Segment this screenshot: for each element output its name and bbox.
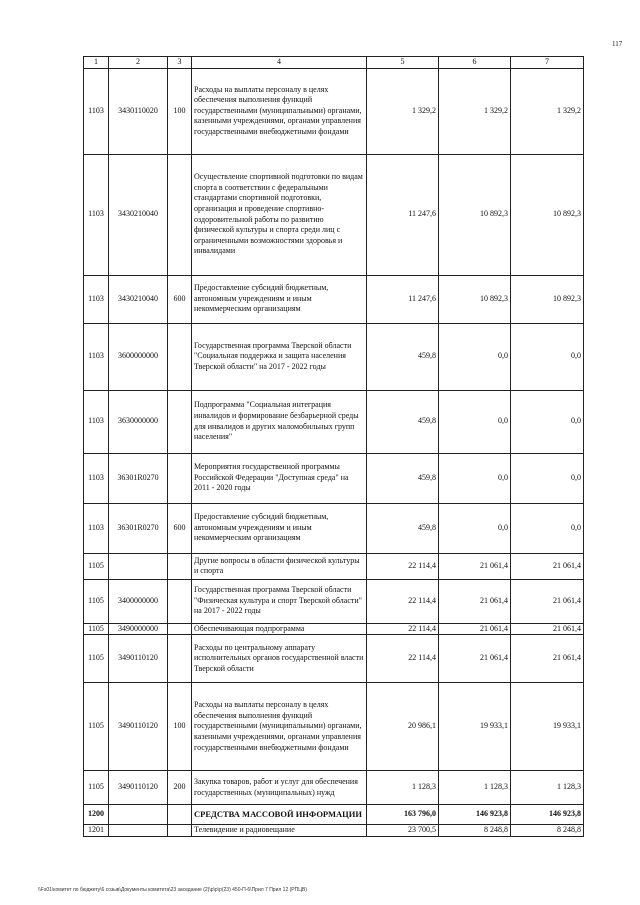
- section-code-cell: 1103: [84, 68, 109, 154]
- amount-col7-cell: 21 061,4: [511, 553, 584, 579]
- target-article-cell: 3400000000: [109, 579, 168, 623]
- expense-type-cell: 200: [168, 771, 192, 805]
- expense-type-cell: 600: [168, 503, 192, 553]
- target-article-cell: 3430210040: [109, 154, 168, 275]
- target-article-cell: 3490110120: [109, 635, 168, 683]
- header-cell: 2: [109, 57, 168, 69]
- amount-col7-cell: 0,0: [511, 503, 584, 553]
- expense-type-cell: [168, 579, 192, 623]
- expense-type-cell: [168, 323, 192, 390]
- budget-table: [83, 56, 584, 837]
- description-cell: Обеспечивающая подпрограмма: [192, 623, 367, 635]
- expense-type-cell: 100: [168, 683, 192, 771]
- section-code-cell: 1103: [84, 275, 109, 323]
- table-row: [84, 635, 584, 683]
- amount-col5-cell: 1 329,2: [367, 68, 439, 154]
- amount-col5-cell: 22 114,4: [367, 635, 439, 683]
- amount-col5-cell: 22 114,4: [367, 553, 439, 579]
- target-article-cell: [109, 825, 168, 837]
- amount-col6-cell: 10 892,3: [439, 275, 511, 323]
- description-cell: Расходы по центральному аппарату исполнительных органов государственной власти Тверской области: [192, 635, 367, 683]
- target-article-cell: 36301R0270: [109, 453, 168, 503]
- expense-type-cell: [168, 635, 192, 683]
- header-cell: 4: [192, 57, 367, 69]
- amount-col6-cell: 1 329,2: [439, 68, 511, 154]
- section-code-cell: 1105: [84, 623, 109, 635]
- description-cell: Расходы на выплаты персоналу в целях обеспечения выполнения функций государственными (муниципальными) органами, казенными учреждениями, органами управления государственными внебюджетными фондами: [192, 683, 367, 771]
- amount-col6-cell: 19 933,1: [439, 683, 511, 771]
- expense-type-cell: [168, 453, 192, 503]
- section-code-cell: 1200: [84, 805, 109, 825]
- table-row: [84, 825, 584, 837]
- table-row: [84, 275, 584, 323]
- target-article-cell: 3490000000: [109, 623, 168, 635]
- amount-col7-cell: 0,0: [511, 390, 584, 453]
- amount-col6-cell: 21 061,4: [439, 553, 511, 579]
- section-code-cell: 1103: [84, 503, 109, 553]
- amount-col5-cell: 22 114,4: [367, 579, 439, 623]
- amount-col6-cell: 1 128,3: [439, 771, 511, 805]
- amount-col5-cell: 11 247,6: [367, 275, 439, 323]
- amount-col7-cell: 10 892,3: [511, 275, 584, 323]
- section-code-cell: 1103: [84, 154, 109, 275]
- expense-type-cell: 600: [168, 275, 192, 323]
- description-cell: Государственная программа Тверской области "Социальная поддержка и защита населения Тверской области" на 2017 - 2022 годы: [192, 323, 367, 390]
- section-code-cell: 1105: [84, 635, 109, 683]
- amount-col5-cell: 459,8: [367, 503, 439, 553]
- amount-col6-cell: 21 061,4: [439, 635, 511, 683]
- section-code-cell: 1103: [84, 323, 109, 390]
- section-code-cell: 1105: [84, 683, 109, 771]
- amount-col5-cell: 459,8: [367, 453, 439, 503]
- amount-col7-cell: 21 061,4: [511, 635, 584, 683]
- table-row: [84, 68, 584, 154]
- amount-col5-cell: 23 700,5: [367, 825, 439, 837]
- header-cell: 5: [367, 57, 439, 69]
- section-code-cell: 1105: [84, 553, 109, 579]
- table-row: [84, 453, 584, 503]
- section-code-cell: 1103: [84, 453, 109, 503]
- amount-col7-cell: 0,0: [511, 323, 584, 390]
- amount-col7-cell: 21 061,4: [511, 579, 584, 623]
- amount-col6-cell: 21 061,4: [439, 579, 511, 623]
- amount-col6-cell: 10 892,3: [439, 154, 511, 275]
- table-row: [84, 503, 584, 553]
- header-cell: 1: [84, 57, 109, 69]
- description-cell: Подпрограмма "Социальная интеграция инвалидов и формирование безбарьерной среды для инвалидов и других маломобильных групп населения": [192, 390, 367, 453]
- target-article-cell: [109, 553, 168, 579]
- description-cell: Другие вопросы в области физической культуры и спорта: [192, 553, 367, 579]
- amount-col6-cell: 0,0: [439, 323, 511, 390]
- amount-col6-cell: 21 061,4: [439, 623, 511, 635]
- header-cell: 7: [511, 57, 584, 69]
- amount-col5-cell: 22 114,4: [367, 623, 439, 635]
- amount-col5-cell: 459,8: [367, 323, 439, 390]
- page-number: 117: [612, 40, 623, 48]
- expense-type-cell: [168, 553, 192, 579]
- expense-type-cell: [168, 390, 192, 453]
- target-article-cell: 3490110120: [109, 771, 168, 805]
- section-code-cell: 1201: [84, 825, 109, 837]
- file-path-footer: \\Fs01\комитет по бюджету\6 созыв\Документы комитета\23 заседание (2)\р\р\р(23) 450-П-6\Прил 7 Прил 12 (РПЦВ): [38, 887, 307, 893]
- expense-type-cell: 100: [168, 68, 192, 154]
- amount-col6-cell: 0,0: [439, 503, 511, 553]
- expense-type-cell: [168, 825, 192, 837]
- amount-col6-cell: 0,0: [439, 390, 511, 453]
- header-cell: 3: [168, 57, 192, 69]
- amount-col6-cell: 0,0: [439, 453, 511, 503]
- description-cell: СРЕДСТВА МАССОВОЙ ИНФОРМАЦИИ: [192, 805, 367, 825]
- description-cell: Государственная программа Тверской области "Физическая культура и спорт Тверской области" на 2017 - 2022 годы: [192, 579, 367, 623]
- amount-col7-cell: 1 128,3: [511, 771, 584, 805]
- header-cell: 6: [439, 57, 511, 69]
- amount-col7-cell: 10 892,3: [511, 154, 584, 275]
- amount-col7-cell: 1 329,2: [511, 68, 584, 154]
- amount-col6-cell: 146 923,8: [439, 805, 511, 825]
- table-header-row: [84, 57, 584, 69]
- description-cell: Телевидение и радиовещание: [192, 825, 367, 837]
- expense-type-cell: [168, 154, 192, 275]
- amount-col7-cell: 21 061,4: [511, 623, 584, 635]
- target-article-cell: 3430110020: [109, 68, 168, 154]
- table-row: [84, 683, 584, 771]
- section-code-cell: 1105: [84, 771, 109, 805]
- table-row: [84, 771, 584, 805]
- target-article-cell: [109, 805, 168, 825]
- amount-col5-cell: 11 247,6: [367, 154, 439, 275]
- amount-col5-cell: 459,8: [367, 390, 439, 453]
- amount-col7-cell: 19 933,1: [511, 683, 584, 771]
- amount-col7-cell: 8 248,8: [511, 825, 584, 837]
- section-code-cell: 1105: [84, 579, 109, 623]
- description-cell: Осуществление спортивной подготовки по видам спорта в соответствии с федеральными стандартами спортивной подготовки, организация и проведение спортивно-оздоровительной работы по развитию физической культуры и спорта среди лиц с ограниченными возможностями здоровья и инвалидами: [192, 154, 367, 275]
- table-row: [84, 579, 584, 623]
- target-article-cell: 3600000000: [109, 323, 168, 390]
- amount-col5-cell: 1 128,3: [367, 771, 439, 805]
- table-row: [84, 323, 584, 390]
- table-row: [84, 390, 584, 453]
- description-cell: Закупка товаров, работ и услуг для обеспечения государственных (муниципальных) нужд: [192, 771, 367, 805]
- description-cell: Мероприятия государственной программы Российской Федерации "Доступная среда" на 2011 - 2020 годы: [192, 453, 367, 503]
- expense-type-cell: [168, 623, 192, 635]
- description-cell: Предоставление субсидий бюджетным, автономным учреждениям и иным некоммерческим организациям: [192, 275, 367, 323]
- target-article-cell: 3430210040: [109, 275, 168, 323]
- expense-type-cell: [168, 805, 192, 825]
- target-article-cell: 3490110120: [109, 683, 168, 771]
- table-row: [84, 154, 584, 275]
- amount-col7-cell: 146 923,8: [511, 805, 584, 825]
- description-cell: Предоставление субсидий бюджетным, автономным учреждениям и иным некоммерческим организациям: [192, 503, 367, 553]
- table-row: [84, 805, 584, 825]
- table-row: [84, 553, 584, 579]
- amount-col6-cell: 8 248,8: [439, 825, 511, 837]
- amount-col5-cell: 163 796,0: [367, 805, 439, 825]
- target-article-cell: 36301R0270: [109, 503, 168, 553]
- description-cell: Расходы на выплаты персоналу в целях обеспечения выполнения функций государственными (муниципальными) органами, казенными учреждениями, органами управления государственными внебюджетными фондами: [192, 68, 367, 154]
- table-row: [84, 623, 584, 635]
- section-code-cell: 1103: [84, 390, 109, 453]
- amount-col7-cell: 0,0: [511, 453, 584, 503]
- amount-col5-cell: 20 986,1: [367, 683, 439, 771]
- target-article-cell: 3630000000: [109, 390, 168, 453]
